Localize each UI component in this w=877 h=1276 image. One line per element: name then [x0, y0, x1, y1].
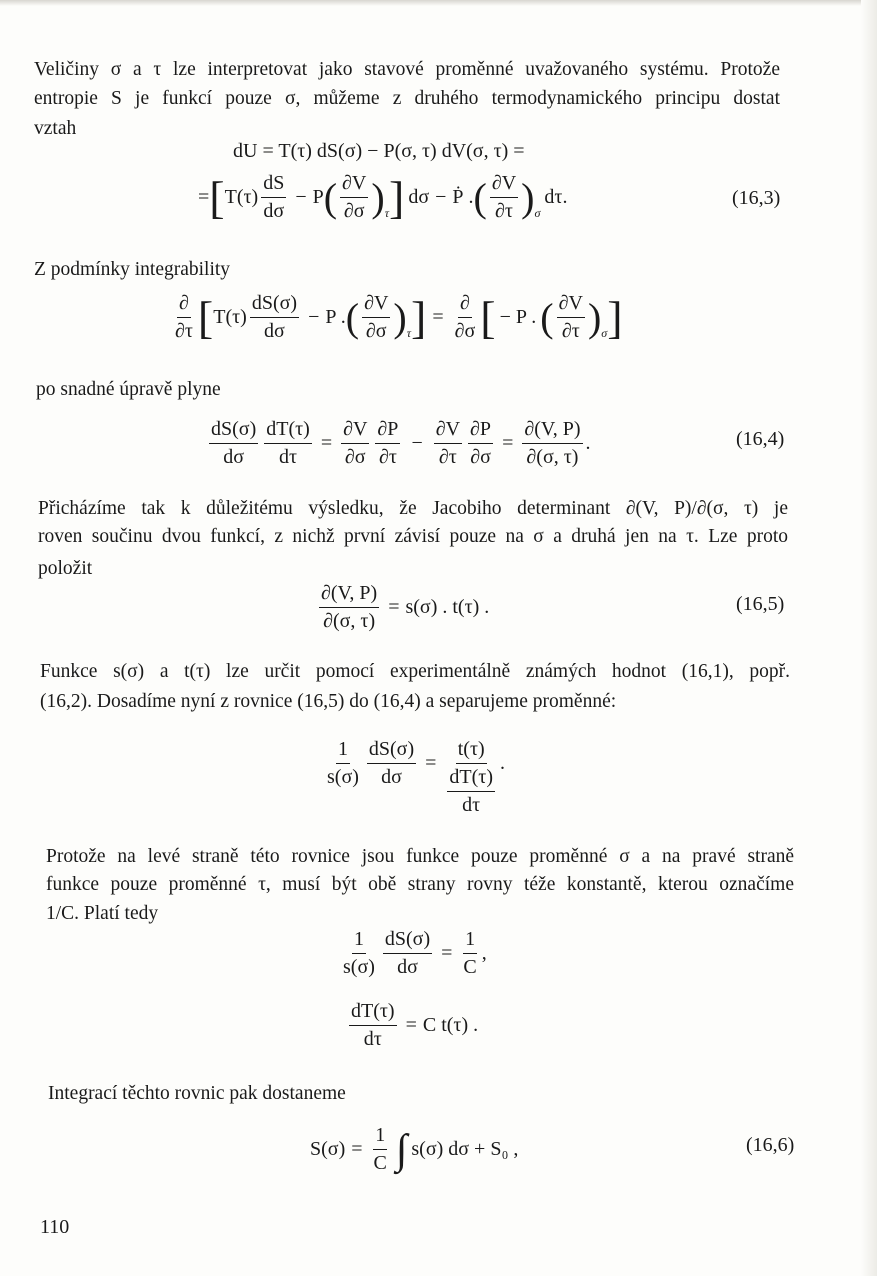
denominator: [445, 764, 497, 817]
left-bracket: [: [209, 171, 225, 223]
denominator: ∂(σ, τ): [526, 446, 579, 468]
fraction-dS-dsigma: [209, 418, 258, 469]
denominator: ∂σ: [344, 446, 366, 468]
denominator: ∂τ: [438, 446, 457, 468]
term-dtau: dτ: [544, 186, 563, 208]
fraction-dT-dtau: [447, 766, 495, 817]
period: .: [499, 752, 505, 774]
term-s-times-t: s(σ) . t(τ) .: [405, 596, 490, 618]
scan-right-edge: [861, 0, 877, 1276]
paragraph-line: entropie S je funkcí pouze σ, můžeme z druhého termodynamického principu dostat: [34, 88, 780, 109]
fraction-jacobian: [522, 418, 582, 469]
paragraph-line: vztah: [34, 118, 77, 139]
fraction-one-over-C: [461, 928, 478, 979]
denominator: dτ: [462, 794, 481, 816]
paragraph-line: Funkce s(σ) a t(τ) lze určit pomocí experimentálně známých hodnot (16,1), popř.: [40, 661, 790, 682]
equation-constant-tau: [346, 1000, 478, 1051]
denominator: ∂τ: [561, 320, 580, 342]
comma: ,: [481, 942, 487, 964]
fraction-jacobian: [319, 582, 379, 633]
paragraph-line: (16,2). Dosadíme nyní z rovnice (16,5) do (16,4) a separujeme proměnné:: [40, 691, 617, 712]
numerator: ∂(V, P): [319, 582, 379, 608]
minus-sign: −: [435, 186, 447, 208]
term-T-tau: T(τ): [224, 186, 259, 208]
denominator: dτ: [363, 1028, 382, 1050]
left-paren: (: [540, 294, 554, 340]
fraction-one-over-C: [372, 1124, 389, 1175]
numerator: ∂V: [490, 172, 518, 198]
numerator: dT(τ): [349, 1000, 397, 1026]
equation-16-6: [310, 1124, 518, 1175]
denominator: ∂(σ, τ): [323, 610, 376, 632]
eq-sign: =: [198, 186, 210, 208]
fraction-dS-dsigma: [261, 172, 286, 223]
equation-separation: [322, 738, 505, 817]
paragraph-line: 1/C. Platí tedy: [46, 903, 159, 924]
eq-sign: =: [388, 596, 400, 618]
subscript: τ: [406, 326, 412, 340]
left-paren: (: [345, 294, 360, 340]
scan-top-edge: [0, 0, 877, 6]
denominator: C: [373, 1152, 387, 1174]
term-P-dot: P .: [325, 306, 346, 328]
eq-sign: =: [502, 432, 514, 454]
numerator: ∂P: [375, 418, 400, 444]
denominator: ∂τ: [495, 200, 513, 222]
denominator: ∂σ: [365, 320, 387, 342]
term-integrand: s(σ) dσ + S₀ ,: [411, 1138, 519, 1160]
right-paren: ): [587, 294, 602, 340]
fraction-dV-dsigma: [340, 172, 368, 223]
fraction-dV-dtau: [490, 172, 518, 223]
fraction-dS-dsigma: [250, 292, 299, 343]
paragraph-line: Integrací těchto rovnic pak dostaneme: [48, 1083, 346, 1104]
minus-sign: −: [308, 306, 320, 328]
numerator: ∂: [458, 292, 472, 318]
fraction-dV-dsigma: [341, 418, 369, 469]
denominator: dσ: [223, 446, 244, 468]
numerator: dS(σ): [250, 292, 299, 318]
denominator: ∂τ: [175, 320, 193, 342]
right-bracket: ]: [389, 171, 405, 223]
numerator: ∂(V, P): [522, 418, 582, 444]
eq-sign: =: [425, 752, 437, 774]
fraction-dP-dtau: [375, 418, 400, 469]
subscript: σ: [534, 206, 541, 220]
fraction-dV-dsigma: [362, 292, 390, 343]
denominator: ∂σ: [343, 200, 365, 222]
period: .: [585, 432, 591, 454]
fraction-dS-dsigma: [367, 738, 416, 789]
term-C-t-tau: C t(τ) .: [422, 1014, 479, 1036]
term-P-dot: Ṗ .: [452, 186, 474, 208]
numerator: t(τ): [456, 738, 487, 764]
left-paren: (: [323, 174, 338, 220]
minus-sign: −: [295, 186, 307, 208]
numerator: 1: [352, 928, 366, 954]
eq-sign: =: [320, 432, 333, 454]
paragraph-line: Veličiny σ a τ lze interpretovat jako stavové proměnné uvažovaného systému. Protože: [34, 59, 780, 80]
numerator: dS(σ): [209, 418, 258, 444]
term-S-sigma: S(σ): [310, 1138, 346, 1160]
fraction-dT-dtau: [264, 418, 312, 469]
numerator: ∂V: [341, 418, 369, 444]
denominator: dσ: [397, 956, 418, 978]
numerator: dS(σ): [383, 928, 432, 954]
term-minus-P-dot: − P .: [499, 306, 537, 328]
fraction-d-dtau: [173, 292, 195, 343]
left-paren: (: [473, 174, 487, 220]
fraction-dV-dtau: [557, 292, 585, 343]
numerator: ∂V: [340, 172, 368, 198]
denominator: dσ: [381, 766, 402, 788]
paragraph-line: položit: [38, 558, 93, 579]
fraction-dV-dtau: [434, 418, 462, 469]
paragraph-line: po snadné úpravě plyne: [36, 379, 221, 400]
integral-sign: ∫: [395, 1126, 408, 1173]
numerator: dT(τ): [447, 766, 495, 792]
right-paren: ): [393, 294, 407, 340]
fraction-dT-dtau: [349, 1000, 397, 1051]
fraction-dP-dsigma: [468, 418, 493, 469]
denominator: dτ: [279, 446, 298, 468]
fraction-one-over-s: [341, 928, 377, 979]
numerator: ∂P: [468, 418, 493, 444]
left-bracket: [: [197, 291, 214, 343]
numerator: dT(τ): [264, 418, 312, 444]
numerator: ∂V: [557, 292, 585, 318]
numerator: 1: [463, 928, 477, 954]
numerator: ∂V: [362, 292, 390, 318]
fraction-t-over-dT: [445, 738, 497, 817]
paragraph-line: roven součinu dvou funkcí, z nichž první závisí pouze na σ a druhá jen na τ. Lze proto: [38, 526, 788, 547]
fraction-dS-dsigma: [383, 928, 432, 979]
fraction-d-dsigma: [453, 292, 478, 343]
numerator: dS(σ): [367, 738, 416, 764]
denominator: s(σ): [327, 766, 359, 788]
eq-sign: =: [432, 306, 444, 328]
eq-sign: =: [405, 1014, 417, 1036]
term-P: P: [312, 186, 324, 208]
denominator: ∂σ: [470, 446, 491, 468]
paragraph-line: funkce pouze proměnné τ, musí být obě strany rovny téže konstantě, kterou označíme: [46, 874, 794, 895]
page-number: 110: [40, 1216, 70, 1238]
right-paren: ): [521, 174, 535, 220]
period: .: [562, 186, 568, 208]
equation-du-text: dU = T(τ) dS(σ) − P(σ, τ) dV(σ, τ) =: [233, 140, 525, 162]
paragraph-line: Z podmínky integrability: [34, 259, 231, 280]
denominator: C: [463, 956, 477, 978]
term-dsigma: dσ: [408, 186, 430, 208]
equation-number: (16,6): [746, 1134, 795, 1156]
paragraph-line: Protože na levé straně této rovnice jsou funkce pouze proměnné σ a na pravé straně: [46, 846, 794, 867]
equation-integrability: [170, 292, 623, 343]
denominator: dσ: [263, 200, 285, 222]
numerator: ∂: [177, 292, 191, 318]
equation-du: [233, 140, 525, 163]
right-bracket: ]: [607, 291, 623, 343]
equation-constant-sigma: [338, 928, 487, 979]
denominator: ∂σ: [454, 320, 476, 342]
equation-16-4: [206, 418, 591, 469]
term-T-tau: T(τ): [213, 306, 247, 328]
eq-sign: =: [441, 942, 453, 964]
right-bracket: ]: [411, 291, 427, 343]
denominator: s(σ): [343, 956, 375, 978]
left-bracket: [: [480, 291, 496, 343]
equation-16-3: [198, 172, 567, 223]
subscript: τ: [384, 206, 389, 220]
subscript: σ: [601, 326, 608, 340]
numerator: 1: [336, 738, 350, 764]
minus-sign: −: [411, 432, 423, 454]
equation-number: (16,3): [732, 187, 781, 209]
equation-number: (16,4): [736, 428, 785, 450]
numerator: dS: [261, 172, 286, 198]
numerator: 1: [373, 1124, 387, 1150]
equation-number: (16,5): [736, 593, 785, 615]
equation-16-5: [316, 582, 489, 633]
denominator: ∂τ: [378, 446, 397, 468]
numerator: ∂V: [434, 418, 462, 444]
paragraph-line: Přicházíme tak k důležitému výsledku, že Jacobiho determinant ∂(V, P)/∂(σ, τ) je: [38, 498, 788, 519]
right-paren: ): [371, 174, 385, 220]
denominator: dσ: [264, 320, 285, 342]
fraction-one-over-s: [325, 738, 361, 789]
eq-sign: =: [351, 1138, 363, 1160]
